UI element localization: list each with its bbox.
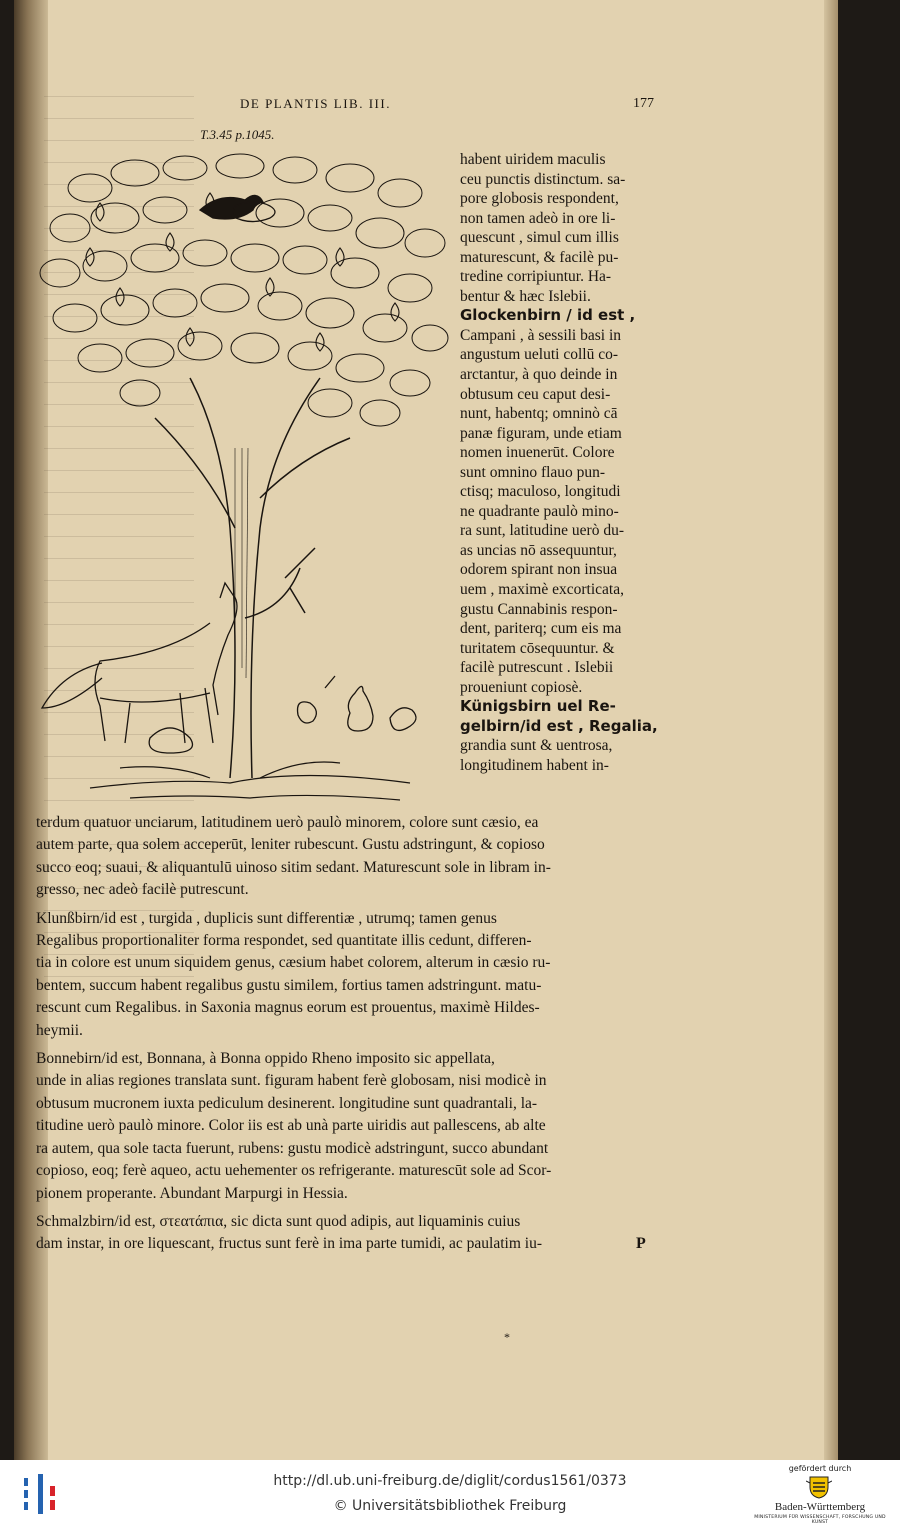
heading-regelbirn: gelbirn/id est , Regalia, — [460, 716, 658, 735]
text-line: dam instar, in ore liquescant, fructus sunt ferè in ima parte tumidi, ac paulatim iu- — [36, 1235, 542, 1253]
text-line: as uncias nō assequuntur, — [460, 541, 617, 559]
text-line: angustum ueluti collū co- — [460, 346, 618, 364]
text-line: facilè putrescunt . Islebii — [460, 659, 614, 677]
text-line: obtusum mucronem iuxta pediculum desinerent. longitudine sunt quadrantali, la- — [36, 1094, 538, 1112]
copyright-notice: © Universitätsbibliothek Freiburg — [333, 1498, 567, 1514]
text-line: ctisq; maculoso, longitudi — [460, 483, 621, 501]
sponsor-block — [750, 1464, 890, 1525]
text-line: grandia sunt & uentrosa, — [460, 737, 613, 755]
text-line: nomen inuenerūt. Colore — [460, 444, 615, 462]
text-line: ra sunt, latitudine uerò du- — [460, 522, 624, 540]
text-line: Campani , à sessili basi in — [460, 326, 622, 344]
tree-trunk — [155, 378, 350, 778]
sponsor-name: Baden-Württemberg — [774, 1501, 866, 1513]
tree-crown — [40, 154, 448, 426]
funded-by-label: gefördert durch — [788, 1464, 852, 1473]
text-line: pionem properante. Abundant Marpurgi in Hessia. — [36, 1184, 348, 1202]
text-line: non tamen adeò in ore li- — [460, 209, 616, 227]
text-line: gustu Cannabinis respon- — [460, 600, 618, 618]
text-line: dent, pariterq; cum eis ma — [460, 620, 622, 638]
running-head: DE PLANTIS LIB. III. — [240, 96, 391, 111]
text-line: odorem spirant non insua — [460, 561, 618, 579]
page-edge — [824, 0, 838, 1460]
text-line: heymii. — [36, 1021, 83, 1039]
printer-mark: * — [504, 1330, 510, 1344]
text-line: titudine uerò paulò minore. Color iis est ab unà parte uiridis aut pallescens, ab alte — [36, 1117, 546, 1135]
fallen-pears — [149, 676, 416, 753]
permalink-url[interactable]: http://dl.ub.uni-freiburg.de/diglit/cordus1561/0373 — [273, 1473, 627, 1489]
text-line: habent uiridem maculis — [460, 151, 606, 168]
handwritten-annotation: T.3.45 p.1045. — [200, 127, 275, 142]
text-line: arctantur, à quo deinde in — [460, 366, 618, 384]
text-line: unde in alias regiones translata sunt. figuram habent ferè globosam, nisi modicè in — [36, 1072, 547, 1090]
page-number: 177 — [633, 96, 654, 111]
text-line: pore globosis respondent, — [460, 190, 619, 208]
paragraph-schmalzbirn: Schmalzbirn/id est, στεατάπια, sic dicta sunt quod adipis, aut liquaminis cuius — [36, 1212, 521, 1230]
text-line: sunt omnino flauo pun- — [460, 463, 606, 481]
text-line: nunt, habentq; omninò cā — [460, 405, 618, 423]
text-line: quescunt , simul cum illis — [460, 229, 619, 247]
fox — [42, 583, 237, 743]
heading-glockenbirn: Glockenbirn / id est , — [460, 306, 636, 325]
coat-of-arms-icon — [806, 1475, 832, 1499]
text-line: gresso, nec adeò facilè putrescunt. — [36, 881, 249, 899]
paragraph-klunssbirn: Klunßbirn/id est , turgida , duplicis sunt differentiæ , utrumq; tamen genus — [36, 909, 497, 927]
text-line: ceu punctis distinctum. sa- — [460, 170, 626, 188]
text-line: tia in colore est unum siquidem genus, cæsium habet colorem, alterum in cæsio ru- — [36, 954, 551, 972]
sponsor-ministry: MINISTERIUM FÜR WISSENSCHAFT, FORSCHUNG UND KUNST — [754, 1515, 886, 1525]
text-line: uem , maximè excorticata, — [460, 581, 624, 599]
text-line: rescunt cum Regalibus. in Saxonia magnus eorum est prouentus, maximè Hildes- — [36, 999, 540, 1017]
full-width-text — [36, 812, 676, 1256]
ground — [90, 762, 410, 800]
text-line: panæ figuram, unde etiam — [460, 424, 622, 442]
text-line: bentem, succum habent regalibus gustu similem, fortius tamen adstringunt. matu- — [36, 976, 542, 994]
text-line: ra autem, qua sole tacta fuerunt, rubens: gustu modicè adstringunt, succo abundant — [36, 1139, 549, 1157]
heading-kuenigsbirn: Künigsbirn uel Re- — [460, 697, 616, 716]
paragraph-bonnebirn: Bonnebirn/id est, Bonnana, à Bonna oppido Rheno imposito sic appellata, — [36, 1050, 495, 1068]
text-line: turitatem cōsequuntur. & — [460, 639, 615, 657]
bird-on-nest — [200, 195, 275, 221]
text-line: tredine corripiuntur. Ha- — [460, 268, 612, 286]
text-line: maturescunt, & facilè pu- — [460, 248, 619, 266]
text-line: copioso, eoq; ferè aqueo, actu uehementer os refrigerante. maturescūt sole ad Scor- — [36, 1162, 552, 1180]
text-line: obtusum ceu caput desi- — [460, 385, 611, 403]
signature-mark: P — [636, 1235, 646, 1252]
text-line: ne quadrante paulò mino- — [460, 502, 619, 520]
text-line: autem parte, qua solem acceperūt, leniter rubescunt. Gustu adstringunt, & copioso — [36, 836, 545, 854]
woodcut-pear-tree-illustration — [30, 148, 460, 808]
right-text-column — [460, 150, 678, 776]
text-line: Regalibus proportionaliter forma respondet, sed quantitate illis cedunt, differen- — [36, 932, 532, 950]
text-line: longitudinem habent in- — [460, 756, 609, 774]
text-line: proueniunt copiosè. — [460, 678, 583, 696]
text-line: terdum quatuor unciarum, latitudinem uerò paulò minorem, colore sunt cæsio, ea — [36, 814, 539, 831]
text-line: succo eoq; suaui, & aliquantulū uinoso sitim sedant. Maturescunt sole in libram in- — [36, 858, 551, 876]
viewer-footer — [0, 1460, 900, 1525]
text-line: bentur & hæc Islebii. — [460, 287, 591, 305]
